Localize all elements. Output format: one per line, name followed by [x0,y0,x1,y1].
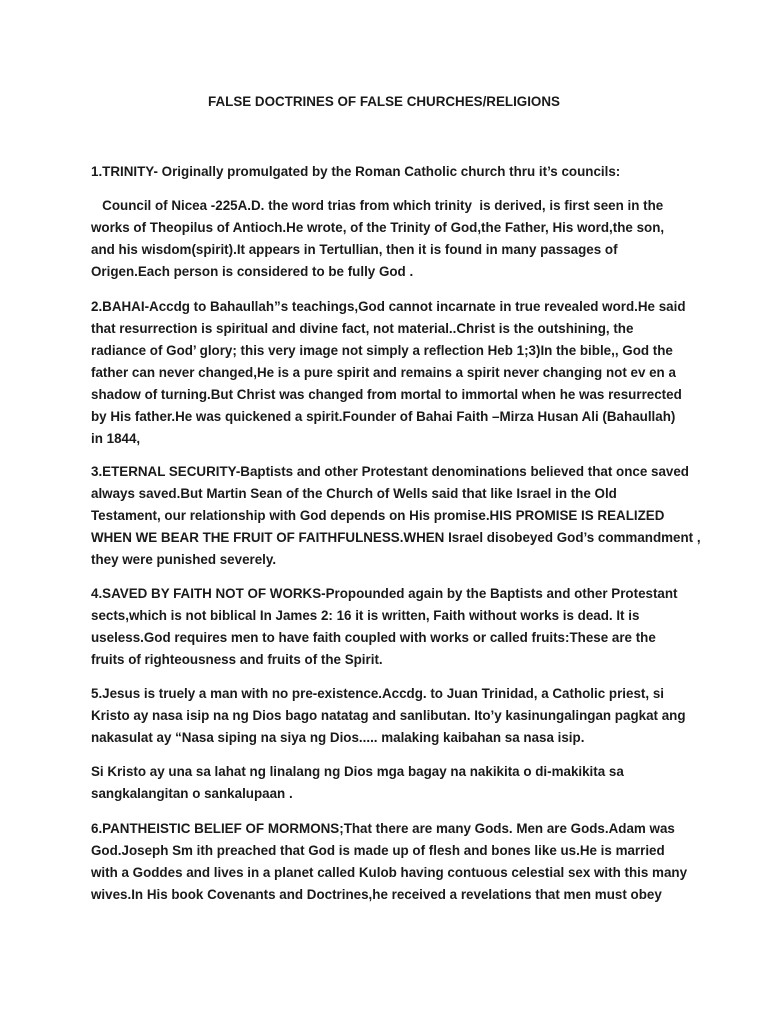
paragraph-si-kristo [91,761,681,805]
text-line: Si Kristo ay una sa lahat ng linalang ng Dios mga bagay na nakikita o di-makikita sa [91,764,624,779]
text-line: by His father.He was quickened a spirit.Founder of Bahai Faith –Mirza Husan Ali (Bahaullah) [91,409,676,424]
text-line: Council of Nicea -225A.D. the word trias from which trinity is derived, is first seen in the [91,198,664,213]
text-line: 1.TRINITY- Originally promulgated by the Roman Catholic church thru it’s councils: [91,164,621,179]
text-line: father can never changed,He is a pure spirit and remains a spirit never changing not ev en a [91,365,676,380]
text-line: 5.Jesus is truely a man with no pre-existence.Accdg. to Juan Trinidad, a Catholic priest, si [91,686,664,701]
text-line: shadow of turning.But Christ was changed from mortal to immortal when he was resurrected [91,387,682,402]
paragraph-trinity [91,161,681,183]
text-line: radiance of God’ glory; this very image not simply a reflection Heb 1;3)In the bible,, God the [91,343,673,358]
text-line: Testament, our relationship with God depends on His promise.HIS PROMISE IS REALIZED [91,508,665,523]
text-line: with a Goddes and lives in a planet called Kulob having contuous celestial sex with this many [91,865,688,880]
text-line: Kristo ay nasa isip na ng Dios bago natatag and sanlibutan. Ito’y kasinungalingan pagkat ang [91,708,686,723]
paragraph-saved-by-faith [91,583,681,671]
text-line: works of Theopilus of Antioch.He wrote, of the Trinity of God,the Father, His word,the son, [91,220,665,235]
text-line: in 1844, [91,431,141,446]
text-line: wives.In His book Covenants and Doctrines,he received a revelations that men must obey [91,887,662,902]
text-line: God.Joseph Sm ith preached that God is made up of flesh and bones like us.He is married [91,843,665,858]
text-line: fruits of righteousness and fruits of the Spirit. [91,652,383,667]
paragraph-eternal-security [91,461,701,571]
paragraph-council-of-nicea [91,195,681,283]
text-line: Origen.Each person is considered to be fully God . [91,264,414,279]
text-line: 4.SAVED BY FAITH NOT OF WORKS-Propounded again by the Baptists and other Protestant [91,586,678,601]
text-line: 6.PANTHEISTIC BELIEF OF MORMONS;That there are many Gods. Men are Gods.Adam was [91,821,675,836]
text-line: nakasulat ay “Nasa siping na siya ng Dios..... malaking kaibahan sa nasa isip. [91,730,585,745]
text-line: 3.ETERNAL SECURITY-Baptists and other Protestant denominations believed that once saved [91,464,689,479]
document-title: FALSE DOCTRINES OF FALSE CHURCHES/RELIGIONS [208,94,560,109]
text-line: sects,which is not biblical In James 2: 16 it is written, Faith without works is dead. It is [91,608,640,623]
text-line: 2.BAHAI-Accdg to Bahaullah”s teachings,God cannot incarnate in true revealed word.He said [91,299,686,314]
text-line: they were punished severely. [91,552,277,567]
text-line: always saved.But Martin Sean of the Church of Wells said that like Israel in the Old [91,486,617,501]
text-line: useless.God requires men to have faith coupled with works or called fruits:These are the [91,630,656,645]
paragraph-bahai [91,296,686,450]
paragraph-pre-existence [91,683,686,749]
text-line: WHEN WE BEAR THE FRUIT OF FAITHFULNESS.WHEN Israel disobeyed God’s commandment , [91,530,701,545]
text-line: sangkalangitan o sankalupaan . [91,786,293,801]
text-line: and his wisdom(spirit).It appears in Tertullian, then it is found in many passages of [91,242,618,257]
text-line: that resurrection is spiritual and divine fact, not material..Christ is the outshining, the [91,321,634,336]
paragraph-mormons [91,818,688,906]
